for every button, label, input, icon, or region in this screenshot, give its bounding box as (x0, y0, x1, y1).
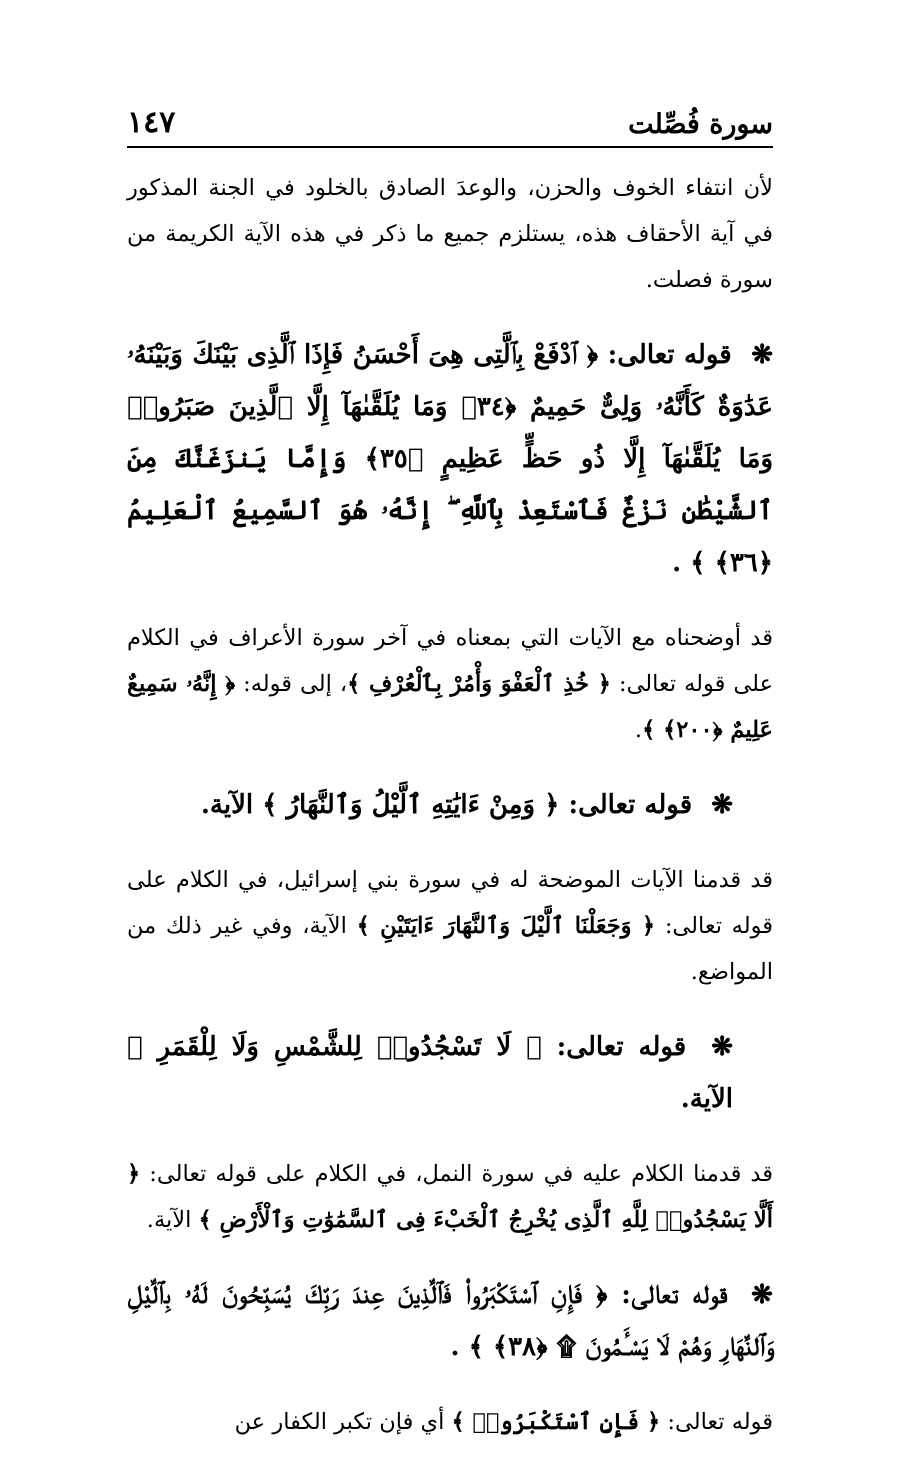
verse-block-4 (127, 1269, 773, 1373)
paragraph-text: قوله تعالى: (667, 1409, 773, 1435)
page-number: ١٤٧ (127, 105, 176, 140)
quran-quote: ﴿ أَلَّا يَسْجُدُوا۟ لِلَّهِ ٱلَّذِى يُخْرِجُ ٱلْخَبْءَ فِى ٱلسَّمَٰوَٰتِ وَٱلْأَرْضِ ﴾ (127, 1161, 773, 1233)
verse-block-2 (127, 779, 773, 831)
paragraph-5 (127, 1399, 773, 1445)
paragraph-3 (127, 857, 773, 995)
paragraph-text: ، إلى قوله: (243, 671, 348, 697)
quran-quote: ﴿ إِنَّهُۥ سَمِيعٌ عَلِيمٌ ﴿٢٠٠﴾ ﴾ (127, 671, 773, 743)
verse-intro-label: قوله تعالى: (621, 1280, 728, 1310)
asterisk-icon: ❋ (711, 1032, 733, 1062)
verse-tail: الآية. (680, 1084, 733, 1114)
quran-quote: ﴿ فَإِنِ ٱسْتَكْبَرُوا۟ ﴾ (451, 1409, 661, 1435)
paragraph-1 (127, 165, 773, 303)
quran-quote: ﴿ وَجَعَلْنَا ٱلَّيْلَ وَٱلنَّهَارَ ءَايَتَيْنِ ﴾ (356, 913, 656, 939)
paragraph-text: الآية، وفي غير ذلك من المواضع. (127, 913, 773, 985)
verse-tail: . (672, 548, 682, 578)
asterisk-icon: ❋ (751, 1280, 773, 1310)
paragraph-text: لأن انتفاء الخوف والحزن، والوعدَ الصادق بالخلود في الجنة المذكور في آية الأحقاف هذه، يستلزم جميع ما ذكر في هذه الآية الكريمة من سورة فصلت. (127, 175, 773, 293)
paragraph-4 (127, 1151, 773, 1243)
verse-intro-label: قوله تعالى: (607, 340, 732, 370)
page-content (127, 165, 773, 1471)
quran-quote: ﴿ خُذِ ٱلْعَفْوَ وَأْمُرْ بِٱلْعُرْفِ ﴾ (347, 671, 611, 697)
paragraph-tail: . (634, 717, 643, 743)
paragraph-text: أي فإن تكبر الكفار عن (234, 1409, 445, 1435)
quran-verse: ﴿ لَا تَسْجُدُوا۟ لِلشَّمْسِ وَلَا لِلْقَمَرِ ﴾ (127, 1032, 542, 1062)
quran-verse: ﴿ وَمِنْ ءَايَٰتِهِ ٱلَّيْلُ وَٱلنَّهَارُ ﴾ (262, 790, 560, 820)
paragraph-text: قد قدمنا الآيات الموضحة له في سورة بني إسرائيل، في الكلام على قوله تعالى: (127, 867, 773, 939)
verse-intro-label: قوله تعالى: (568, 790, 693, 820)
asterisk-icon: ❋ (711, 790, 733, 820)
verse-tail: . (450, 1332, 460, 1362)
verse-tail: الآية. (200, 790, 254, 820)
quran-verse: ﴿ ٱدْفَعْ بِٱلَّتِى هِىَ أَحْسَنُ فَإِذَا ٱلَّذِى بَيْنَكَ وَبَيْنَهُۥ عَدَٰوَةٌ كَأَنَّهُۥ وَلِىٌّ حَمِيمٌ ﴿٣٤﴾ وَمَا يُلَقَّىٰهَآ إِلَّا ٱلَّذِينَ صَبَرُوا۟ وَمَا يُلَقَّىٰهَآ إِلَّا ذُو حَظٍّ عَظِيمٍ ﴿٣٥﴾ وَإِمَّا يَنزَغَنَّكَ مِنَ ٱلشَّيْطَٰنِ نَزْغٌ فَٱسْتَعِذْ بِٱللَّهِ ۖ إِنَّهُۥ هُوَ ٱلسَّمِيعُ ٱلْعَلِيمُ ﴿٣٦﴾ ﴾ (127, 340, 773, 578)
paragraph-text: الآية. (146, 1207, 192, 1233)
paragraph-text: قد قدمنا الكلام عليه في سورة النمل، في الكلام على قوله تعالى: (149, 1161, 773, 1187)
surah-title: سورة فُصِّلت (628, 109, 773, 140)
verse-block-3 (127, 1021, 773, 1125)
paragraph-text: قد أوضحناه مع الآيات التي بمعناه في آخر سورة الأعراف في الكلام على قوله تعالى: (127, 625, 773, 697)
page-header (127, 100, 773, 148)
verse-block-1 (127, 329, 773, 589)
verse-intro-label: قوله تعالى: (556, 1032, 687, 1062)
asterisk-icon: ❋ (751, 340, 773, 370)
paragraph-2 (127, 615, 773, 753)
quran-verse: ﴿ فَإِنِ ٱسْتَكْبَرُوا۟ فَٱلَّذِينَ عِندَ رَبِّكَ يُسَبِّحُونَ لَهُۥ بِٱلَّيْلِ وَٱلنَّهَارِ وَهُمْ لَا يَسْـَٔمُونَ ۩ ﴿٣٨﴾ ﴾ (127, 1280, 773, 1362)
